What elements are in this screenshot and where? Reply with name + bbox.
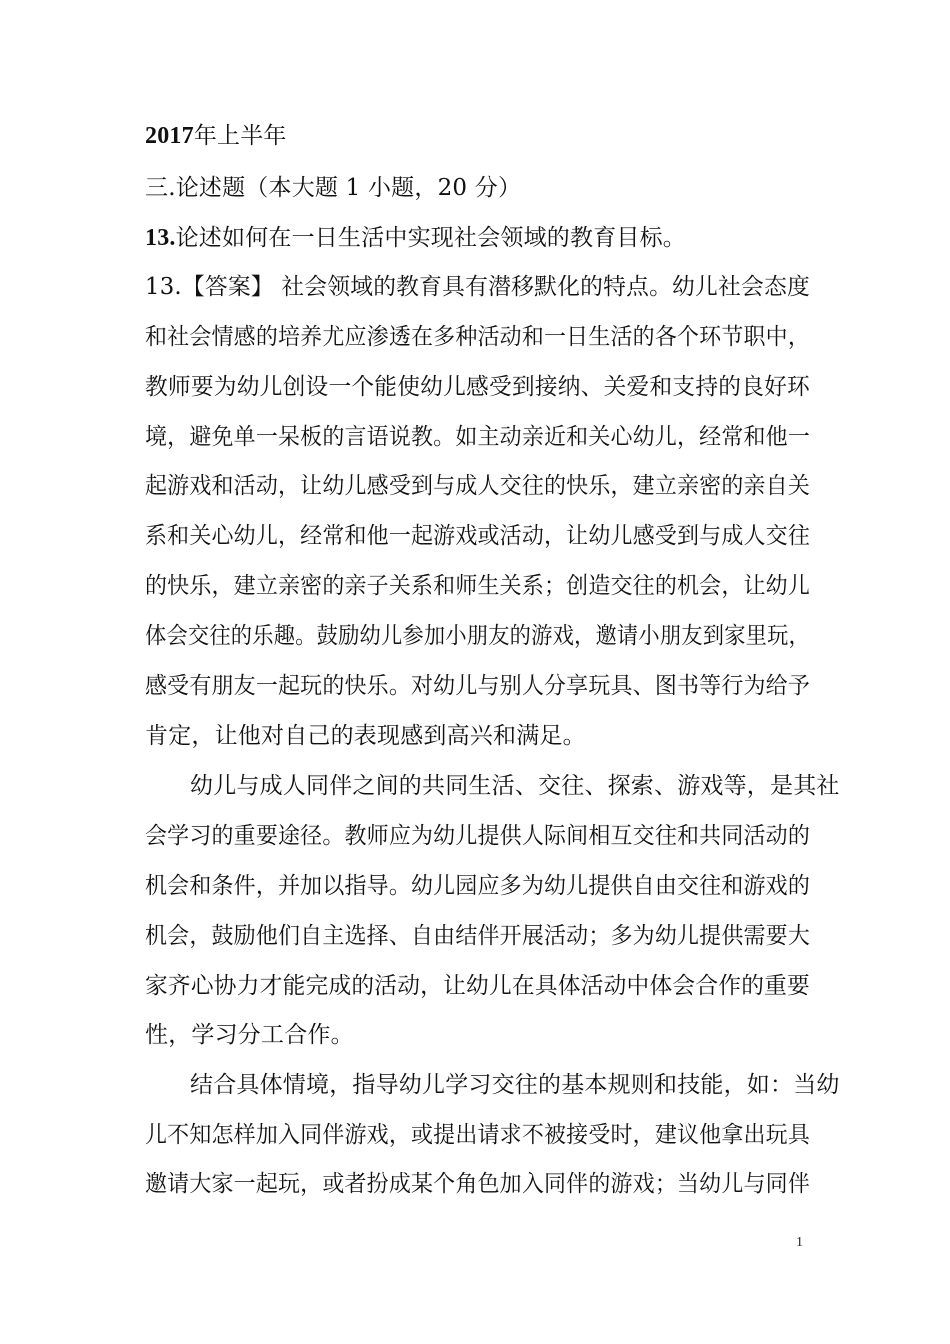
answer-line: 起游戏和活动，让幼儿感受到与成人交往的快乐，建立亲密的亲自关 [145, 473, 810, 499]
answer-line: 13.【答案】 社会领域的教育具有潜移默化的特点。幼儿社会态度 [145, 274, 810, 300]
answer-line: 的快乐，建立亲密的亲子关系和师生关系；创造交往的机会，让幼儿 [145, 573, 810, 599]
answer-line: 系和关心幼儿，经常和他一起游戏或活动，让幼儿感受到与成人交往 [145, 523, 810, 549]
paragraph-line: 机会和条件，并加以指导。幼儿园应多为幼儿提供自由交往和游戏的 [145, 873, 810, 899]
answer-line: 境，避免单一呆板的言语说教。如主动亲近和关心幼儿，经常和他一 [145, 424, 810, 450]
year-number: 2017 [145, 123, 194, 149]
answer-line: 教师要为幼儿创设一个能使幼儿感受到接纳、关爱和支持的良好环 [145, 374, 810, 400]
question-line [145, 223, 810, 253]
paragraph-line: 儿不知怎样加入同伴游戏，或提出请求不被接受时，建议他拿出玩具 [145, 1122, 810, 1148]
page-number: 1 [796, 1235, 803, 1250]
paragraph-line: 幼儿与成人同伴之间的共同生活、交往、探索、游戏等，是其社 [190, 773, 840, 799]
year-suffix: 年上半年 [193, 123, 287, 149]
answer-line: 肯定，让他对自己的表现感到高兴和满足。 [145, 723, 586, 749]
section-title: 三.论述题（本大题 1 小题，20 分） [145, 175, 522, 201]
year-heading [145, 121, 810, 151]
paragraph-line: 结合具体情境，指导幼儿学习交往的基本规则和技能，如：当幼 [190, 1072, 840, 1098]
question-text: 论述如何在一日生活中实现社会领域的教育目标。 [175, 225, 687, 251]
paragraph-line: 机会，鼓励他们自主选择、自由结伴开展活动；多为幼儿提供需要大 [145, 923, 810, 949]
answer-line: 和社会情感的培养尤应渗透在多种活动和一日生活的各个环节职中， [145, 324, 810, 350]
paragraph-line: 性，学习分工合作。 [145, 1022, 354, 1048]
paragraph-line: 家齐心协力才能完成的活动，让幼儿在具体活动中体会合作的重要 [145, 973, 810, 999]
question-number: 13. [145, 225, 176, 251]
answer-line: 感受有朋友一起玩的快乐。对幼儿与别人分享玩具、图书等行为给予 [145, 673, 810, 699]
paragraph-line: 邀请大家一起玩，或者扮成某个角色加入同伴的游戏；当幼儿与同伴 [145, 1171, 810, 1197]
answer-line: 体会交往的乐趣。鼓励幼儿参加小朋友的游戏，邀请小朋友到家里玩， [145, 623, 810, 649]
paragraph-line: 会学习的重要途径。教师应为幼儿提供人际间相互交往和共同活动的 [145, 823, 810, 849]
